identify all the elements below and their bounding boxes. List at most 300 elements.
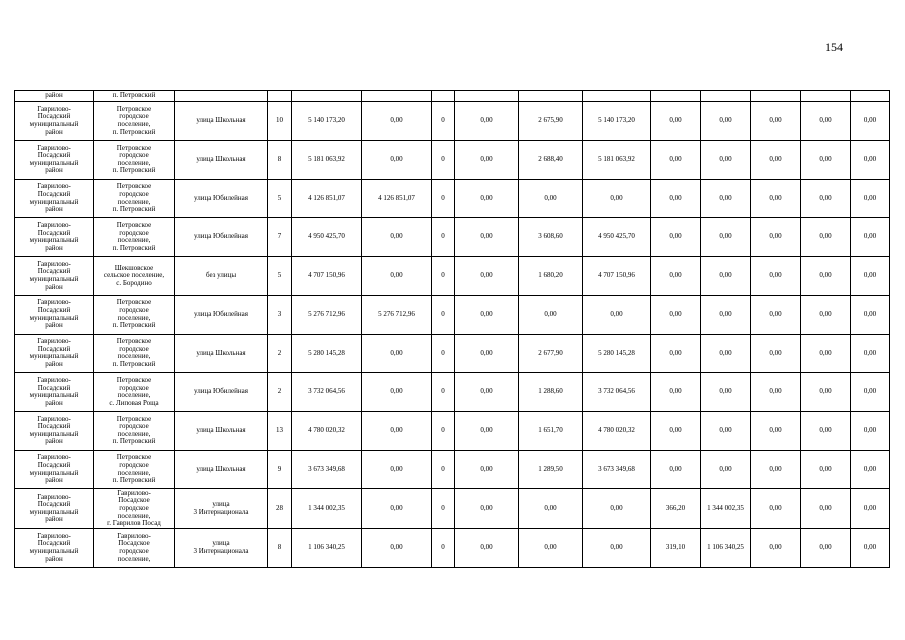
district-cell-line: муниципальный <box>29 468 79 477</box>
value-7-cell: 0,00 <box>751 179 801 218</box>
district-cell-line: муниципальный <box>29 274 79 283</box>
district-cell-line: муниципальный <box>29 158 79 167</box>
settlement-cell-line: поселение, <box>117 391 151 400</box>
value-6-cell: 0,00 <box>701 102 751 141</box>
table-row <box>15 179 890 218</box>
value-3-cell: 0,00 <box>455 102 519 141</box>
value-4-cell: 4 950 425,70 <box>583 218 651 257</box>
table-row <box>15 218 890 257</box>
district-cell-line: Посадский <box>37 460 71 469</box>
value-7-cell: 0,00 <box>751 140 801 179</box>
value-8-cell: 0,00 <box>801 529 851 568</box>
street-cell-line: улица <box>212 539 230 548</box>
value-9-cell: 0,00 <box>851 218 890 257</box>
value-8-cell: 0,00 <box>801 450 851 489</box>
table-row <box>15 334 890 373</box>
area-cell: 3 608,60 <box>519 218 583 257</box>
total-cost-cell: 3 732 064,56 <box>292 373 362 412</box>
value-8-cell: 0,00 <box>801 295 851 334</box>
district-cell <box>15 218 94 257</box>
settlement-cell-line: п. Петровский <box>112 127 156 136</box>
settlement-cell-line: п. Петровский <box>112 437 156 446</box>
table-row <box>15 529 890 568</box>
district-cell-line: муниципальный <box>29 197 79 206</box>
value-5-cell: 366,20 <box>651 489 701 529</box>
value-1-cell: 5 276 712,96 <box>362 295 432 334</box>
district-cell-line: Посадский <box>37 112 71 121</box>
district-cell-line: район <box>45 321 63 330</box>
settlement-cell <box>94 295 175 334</box>
value-3-cell: 0,00 <box>455 529 519 568</box>
value-2-cell: 0 <box>432 373 455 412</box>
total-cost-cell: 5 276 712,96 <box>292 295 362 334</box>
settlement-cell-line: городское <box>119 344 149 353</box>
value-1-cell: 0,00 <box>362 489 432 529</box>
value-8-cell: 0,00 <box>801 257 851 296</box>
district-cell-line: Посадский <box>37 539 71 548</box>
settlement-cell <box>94 140 175 179</box>
street-cell <box>175 102 268 141</box>
total-cost-cell: 3 673 349,68 <box>292 450 362 489</box>
street-cell-line: улица Юбилейная <box>194 387 248 396</box>
house-number-cell: 3 <box>268 295 292 334</box>
house-number-cell: 8 <box>268 140 292 179</box>
value-4-cell: 0,00 <box>583 489 651 529</box>
settlement-cell-line: Петровское <box>116 375 152 384</box>
value-2-cell: 0 <box>432 257 455 296</box>
street-cell-line: улица Юбилейная <box>194 309 248 318</box>
district-cell-line: Гаврилово- <box>37 531 71 540</box>
settlement-cell-line: городское <box>119 547 149 556</box>
district-cell-line: район <box>45 166 63 175</box>
house-number-cell: 5 <box>268 179 292 218</box>
street-cell <box>175 257 268 296</box>
settlement-cell <box>94 529 175 568</box>
district-cell-line: муниципальный <box>29 313 79 322</box>
house-number-cell: 2 <box>268 373 292 412</box>
settlement-cell <box>94 102 175 141</box>
value-8-cell: 0,00 <box>801 140 851 179</box>
street-cell <box>175 140 268 179</box>
value-5-cell: 0,00 <box>651 179 701 218</box>
value-1-cell: 0,00 <box>362 373 432 412</box>
value-1-cell: 0,00 <box>362 411 432 450</box>
district-cell: район <box>15 91 94 102</box>
value-7-cell: 0,00 <box>751 373 801 412</box>
value-7-cell: 0,00 <box>751 450 801 489</box>
settlement-cell-line: Петровское <box>116 298 152 307</box>
settlement-cell-line: городское <box>119 112 149 121</box>
value-7-cell: 0,00 <box>751 257 801 296</box>
table-row <box>15 102 890 141</box>
settlement-cell-line: с. Липовая Роща <box>109 398 159 407</box>
value-2-cell: 0 <box>432 179 455 218</box>
street-cell-line: улица Юбилейная <box>194 193 248 202</box>
district-cell-line: Посадский <box>37 500 71 509</box>
area-cell: 0,00 <box>519 295 583 334</box>
value-7-cell: 0,00 <box>751 489 801 529</box>
housing-program-table <box>14 90 890 568</box>
settlement-cell <box>94 257 175 296</box>
value-4-cell: 0,00 <box>583 295 651 334</box>
total-cost-cell: 4 950 425,70 <box>292 218 362 257</box>
total-cost-cell: 1 106 340,25 <box>292 529 362 568</box>
value-4-cell: 0,00 <box>583 179 651 218</box>
street-cell-line: улица Школьная <box>196 154 246 163</box>
street-cell-line: улица Школьная <box>196 116 246 125</box>
area-cell: 0,00 <box>519 179 583 218</box>
district-cell-line: район <box>45 205 63 214</box>
value-8-cell: 0,00 <box>801 334 851 373</box>
district-cell-line: Посадский <box>37 189 71 198</box>
area-cell: 2 677,90 <box>519 334 583 373</box>
settlement-cell <box>94 411 175 450</box>
value-6-cell: 1 106 340,25 <box>701 529 751 568</box>
district-cell <box>15 140 94 179</box>
settlement-cell-line: поселение, <box>117 511 151 520</box>
value-2-cell: 0 <box>432 529 455 568</box>
street-cell-line: без улицы <box>205 271 237 280</box>
value-3-cell: 0,00 <box>455 295 519 334</box>
district-cell-line: Гаврилово- <box>37 221 71 230</box>
value-9-cell: 0,00 <box>851 373 890 412</box>
value-4-cell: 3 732 064,56 <box>583 373 651 412</box>
value-6-cell: 1 344 002,35 <box>701 489 751 529</box>
house-number-cell: 2 <box>268 334 292 373</box>
district-cell-line: район <box>45 243 63 252</box>
settlement-cell <box>94 218 175 257</box>
house-number-cell: 7 <box>268 218 292 257</box>
value-2-cell: 0 <box>432 140 455 179</box>
value-8-cell: 0,00 <box>801 102 851 141</box>
value-4-cell: 5 280 145,28 <box>583 334 651 373</box>
district-cell <box>15 257 94 296</box>
area-cell: 1 680,20 <box>519 257 583 296</box>
district-cell-line: район <box>45 359 63 368</box>
value-5-cell: 0,00 <box>651 218 701 257</box>
area-cell: 1 288,60 <box>519 373 583 412</box>
area-cell: 1 651,70 <box>519 411 583 450</box>
settlement-cell-line: г. Гаврилов Посад <box>107 519 161 528</box>
settlement-cell-line: сельское поселение, <box>103 271 165 280</box>
street-cell <box>175 373 268 412</box>
settlement-cell-line: поселение, <box>117 429 151 438</box>
settlement-cell-line: Петровское <box>116 182 152 191</box>
district-cell-line: район <box>45 127 63 136</box>
value-4-cell: 5 140 173,20 <box>583 102 651 141</box>
settlement-cell-line: городское <box>119 503 149 512</box>
settlement-cell-line: городское <box>119 383 149 392</box>
value-3-cell: 0,00 <box>455 489 519 529</box>
settlement-cell <box>94 489 175 529</box>
value-4-cell: 5 181 063,92 <box>583 140 651 179</box>
district-cell <box>15 450 94 489</box>
value-2-cell: 0 <box>432 102 455 141</box>
value-4-cell: 4 707 150,96 <box>583 257 651 296</box>
district-cell <box>15 102 94 141</box>
street-cell-line: улица Школьная <box>196 348 246 357</box>
street-cell <box>175 489 268 529</box>
district-cell-line: район <box>45 476 63 485</box>
table-row <box>15 450 890 489</box>
value-7-cell: 0,00 <box>751 295 801 334</box>
value-9-cell: 0,00 <box>851 140 890 179</box>
value-9-cell: 0,00 <box>851 295 890 334</box>
district-cell-line: Посадский <box>37 422 71 431</box>
table-row <box>15 295 890 334</box>
settlement-cell-line: поселение, <box>117 236 151 245</box>
settlement-cell-line: Посадское <box>118 496 150 505</box>
value-5-cell: 0,00 <box>651 295 701 334</box>
settlement-cell-line: Петровское <box>116 414 152 423</box>
settlement-cell <box>94 373 175 412</box>
district-cell-line: Гаврилово- <box>37 143 71 152</box>
table-row <box>15 373 890 412</box>
value-2-cell: 0 <box>432 295 455 334</box>
value-5-cell: 0,00 <box>651 140 701 179</box>
settlement-cell-line: п. Петровский <box>112 243 156 252</box>
value-1-cell: 0,00 <box>362 529 432 568</box>
area-cell: 1 289,50 <box>519 450 583 489</box>
street-cell <box>175 179 268 218</box>
district-cell-line: район <box>45 282 63 291</box>
street-cell-line: 3 Интернационала <box>193 547 249 556</box>
settlement-cell-line: городское <box>119 228 149 237</box>
settlement-cell-line: городское <box>119 460 149 469</box>
settlement-cell-line: Шекшовское <box>114 263 154 272</box>
district-cell-line: Гаврилово- <box>37 104 71 113</box>
settlement-cell: п. Петровский <box>94 91 175 102</box>
value-4-cell: 0,00 <box>583 529 651 568</box>
settlement-cell-line: поселение, <box>117 197 151 206</box>
settlement-cell-line: с. Бородино <box>116 278 152 287</box>
value-3-cell: 0,00 <box>455 411 519 450</box>
settlement-cell-line: п. Петровский <box>112 476 156 485</box>
value-6-cell: 0,00 <box>701 411 751 450</box>
settlement-cell-line: Петровское <box>116 143 152 152</box>
value-3-cell: 0,00 <box>455 334 519 373</box>
value-9-cell: 0,00 <box>851 529 890 568</box>
value-1-cell: 0,00 <box>362 102 432 141</box>
district-cell-line: муниципальный <box>29 236 79 245</box>
value-9-cell: 0,00 <box>851 450 890 489</box>
table-row <box>15 489 890 529</box>
value-2-cell: 0 <box>432 489 455 529</box>
table-row <box>15 411 890 450</box>
district-cell-line: Посадский <box>37 151 71 160</box>
district-cell-line: Посадский <box>37 228 71 237</box>
area-cell: 0,00 <box>519 529 583 568</box>
value-5-cell: 0,00 <box>651 411 701 450</box>
settlement-cell-line: городское <box>119 422 149 431</box>
street-cell <box>175 295 268 334</box>
district-cell-line: Посадский <box>37 383 71 392</box>
value-8-cell: 0,00 <box>801 489 851 529</box>
district-cell-line: Гаврилово- <box>37 375 71 384</box>
value-6-cell: 0,00 <box>701 140 751 179</box>
value-2-cell: 0 <box>432 450 455 489</box>
district-cell-line: район <box>45 515 63 524</box>
settlement-cell-line: поселение, <box>117 120 151 129</box>
value-3-cell: 0,00 <box>455 179 519 218</box>
total-cost-cell: 5 140 173,20 <box>292 102 362 141</box>
district-cell <box>15 489 94 529</box>
district-cell-line: Гаврилово- <box>37 414 71 423</box>
area-cell: 2 688,40 <box>519 140 583 179</box>
district-cell-line: район <box>45 398 63 407</box>
settlement-cell-line: поселение, <box>117 468 151 477</box>
value-8-cell: 0,00 <box>801 179 851 218</box>
value-9-cell: 0,00 <box>851 411 890 450</box>
settlement-cell-line: городское <box>119 189 149 198</box>
district-cell-line: район <box>45 437 63 446</box>
street-cell <box>175 411 268 450</box>
value-6-cell: 0,00 <box>701 179 751 218</box>
settlement-cell-line: Петровское <box>116 221 152 230</box>
total-cost-cell: 4 780 020,32 <box>292 411 362 450</box>
value-4-cell: 3 673 349,68 <box>583 450 651 489</box>
value-8-cell: 0,00 <box>801 373 851 412</box>
value-1-cell: 0,00 <box>362 257 432 296</box>
house-number-cell: 13 <box>268 411 292 450</box>
settlement-cell-line: Посадское <box>118 539 150 548</box>
settlement-cell-line: городское <box>119 151 149 160</box>
district-cell-line: Посадский <box>37 306 71 315</box>
value-9-cell: 0,00 <box>851 102 890 141</box>
settlement-cell-line: Гаврилово- <box>117 488 151 497</box>
table-row <box>15 140 890 179</box>
value-7-cell: 0,00 <box>751 411 801 450</box>
value-5-cell: 319,10 <box>651 529 701 568</box>
house-number-cell: 8 <box>268 529 292 568</box>
district-cell <box>15 373 94 412</box>
value-6-cell: 0,00 <box>701 450 751 489</box>
street-cell-line: улица <box>212 500 230 509</box>
value-9-cell: 0,00 <box>851 179 890 218</box>
district-cell <box>15 179 94 218</box>
district-cell <box>15 529 94 568</box>
house-number-cell: 28 <box>268 489 292 529</box>
table-row <box>15 91 890 102</box>
settlement-cell-line: п. Петровский <box>112 359 156 368</box>
value-3-cell: 0,00 <box>455 140 519 179</box>
district-cell-line: муниципальный <box>29 391 79 400</box>
area-cell: 2 675,90 <box>519 102 583 141</box>
district-cell <box>15 295 94 334</box>
district-cell-line: муниципальный <box>29 429 79 438</box>
value-1-cell: 0,00 <box>362 450 432 489</box>
value-9-cell: 0,00 <box>851 257 890 296</box>
district-cell-line: Гаврилово- <box>37 453 71 462</box>
page-number: 154 <box>825 40 843 54</box>
value-6-cell: 0,00 <box>701 334 751 373</box>
total-cost-cell: 4 126 851,07 <box>292 179 362 218</box>
value-2-cell: 0 <box>432 218 455 257</box>
district-cell-line: Гаврилово- <box>37 492 71 501</box>
value-9-cell: 0,00 <box>851 489 890 529</box>
district-cell-line: муниципальный <box>29 120 79 129</box>
house-number-cell: 10 <box>268 102 292 141</box>
district-cell <box>15 411 94 450</box>
street-cell-line: улица Школьная <box>196 464 246 473</box>
value-8-cell: 0,00 <box>801 411 851 450</box>
area-cell: 0,00 <box>519 489 583 529</box>
district-cell-line: муниципальный <box>29 352 79 361</box>
settlement-cell <box>94 334 175 373</box>
value-5-cell: 0,00 <box>651 257 701 296</box>
settlement-cell-line: Гаврилово- <box>117 531 151 540</box>
value-9-cell: 0,00 <box>851 334 890 373</box>
settlement-cell-line: поселение, <box>117 313 151 322</box>
total-cost-cell: 1 344 002,35 <box>292 489 362 529</box>
value-1-cell: 0,00 <box>362 140 432 179</box>
district-cell-line: муниципальный <box>29 547 79 556</box>
settlement-cell-line: поселение, <box>117 158 151 167</box>
total-cost-cell: 5 280 145,28 <box>292 334 362 373</box>
value-4-cell: 4 780 020,32 <box>583 411 651 450</box>
settlement-cell <box>94 179 175 218</box>
settlement-cell <box>94 450 175 489</box>
house-number-cell: 9 <box>268 450 292 489</box>
value-2-cell: 0 <box>432 334 455 373</box>
value-1-cell: 4 126 851,07 <box>362 179 432 218</box>
district-cell-line: Посадский <box>37 344 71 353</box>
settlement-cell-line: п. Петровский <box>112 321 156 330</box>
district-cell-line: Гаврилово- <box>37 298 71 307</box>
street-cell-line: улица Юбилейная <box>194 232 248 241</box>
value-1-cell: 0,00 <box>362 334 432 373</box>
district-cell-line: район <box>45 554 63 563</box>
district-cell-line: муниципальный <box>29 507 79 516</box>
settlement-cell-line: п. Петровский <box>112 205 156 214</box>
value-3-cell: 0,00 <box>455 257 519 296</box>
settlement-cell-line: поселение, <box>117 554 151 563</box>
settlement-cell-line: п. Петровский <box>112 166 156 175</box>
settlement-cell-line: Петровское <box>116 453 152 462</box>
value-7-cell: 0,00 <box>751 218 801 257</box>
street-cell <box>175 218 268 257</box>
value-3-cell: 0,00 <box>455 218 519 257</box>
street-cell-line: 3 Интернационала <box>193 507 249 516</box>
value-7-cell: 0,00 <box>751 102 801 141</box>
district-cell-line: Гаврилово- <box>37 182 71 191</box>
value-7-cell: 0,00 <box>751 334 801 373</box>
settlement-cell-line: Петровское <box>116 337 152 346</box>
district-cell-line: Гаврилово- <box>37 337 71 346</box>
value-7-cell: 0,00 <box>751 529 801 568</box>
value-1-cell: 0,00 <box>362 218 432 257</box>
street-cell-line: улица Школьная <box>196 426 246 435</box>
street-cell <box>175 529 268 568</box>
value-5-cell: 0,00 <box>651 450 701 489</box>
total-cost-cell: 4 707 150,96 <box>292 257 362 296</box>
value-3-cell: 0,00 <box>455 373 519 412</box>
district-cell-line: Посадский <box>37 267 71 276</box>
value-2-cell: 0 <box>432 411 455 450</box>
value-6-cell: 0,00 <box>701 295 751 334</box>
settlement-cell-line: Петровское <box>116 104 152 113</box>
house-number-cell: 5 <box>268 257 292 296</box>
value-6-cell: 0,00 <box>701 373 751 412</box>
settlement-cell-line: городское <box>119 306 149 315</box>
value-5-cell: 0,00 <box>651 373 701 412</box>
street-cell <box>175 450 268 489</box>
value-6-cell: 0,00 <box>701 257 751 296</box>
value-6-cell: 0,00 <box>701 218 751 257</box>
district-cell-line: Гаврилово- <box>37 259 71 268</box>
district-cell <box>15 334 94 373</box>
settlement-cell-line: поселение, <box>117 352 151 361</box>
